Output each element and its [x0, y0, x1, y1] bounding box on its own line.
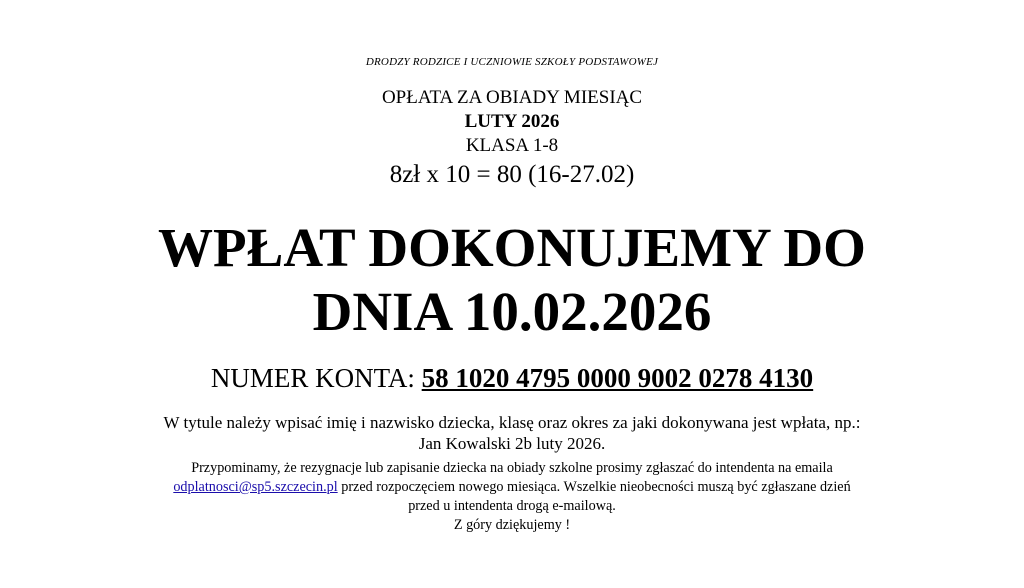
reminder-paragraph	[90, 459, 934, 535]
reminder-line-1: Przypominamy, że rezygnacje lub zapisanie dziecka na obiady szkolne prosimy zgłaszać do intendenta na emaila	[191, 460, 833, 476]
account-number: 58 1020 4795 0000 9002 0278 4130	[421, 363, 814, 393]
bank-account	[0, 365, 1024, 392]
reminder-line-2	[90, 478, 934, 497]
greeting-line: DRODZY RODZICE I UCZNIOWIE SZKOŁY PODSTAWOWEJ	[365, 56, 659, 68]
instruction-line-1: W tytule należy wpisać imię i nazwisko dziecka, klasę oraz okres za jaki dokonywana jest wpłata, np.:	[163, 413, 861, 432]
instruction-example: Jan Kowalski 2b luty 2026.	[418, 434, 606, 453]
reminder-line-2-text: przed rozpoczęciem nowego miesiąca. Wszelkie nieobecności muszą być zgłaszane dzień	[337, 479, 851, 495]
thanks-line: Z góry dziękujemy !	[453, 517, 571, 533]
month-label: LUTY 2026	[464, 111, 560, 132]
reminder-line-3: przed u intendenta drogą e-mailową.	[408, 498, 616, 514]
payment-deadline	[0, 216, 1024, 344]
deadline-line-1: WPŁAT DOKONUJEMY DO	[158, 217, 866, 278]
fee-calculation: 8zł x 10 = 80 (16-27.02)	[389, 161, 635, 188]
grade-label: KLASA 1-8	[465, 135, 559, 156]
account-label: NUMER KONTA:	[210, 363, 415, 393]
deadline-line-2: DNIA 10.02.2026	[312, 281, 712, 342]
transfer-instruction	[0, 412, 1024, 454]
fee-title: OPŁATA ZA OBIADY MIESIĄC	[381, 87, 643, 108]
contact-email-link[interactable]: odplatnosci@sp5.szczecin.pl	[173, 479, 338, 495]
